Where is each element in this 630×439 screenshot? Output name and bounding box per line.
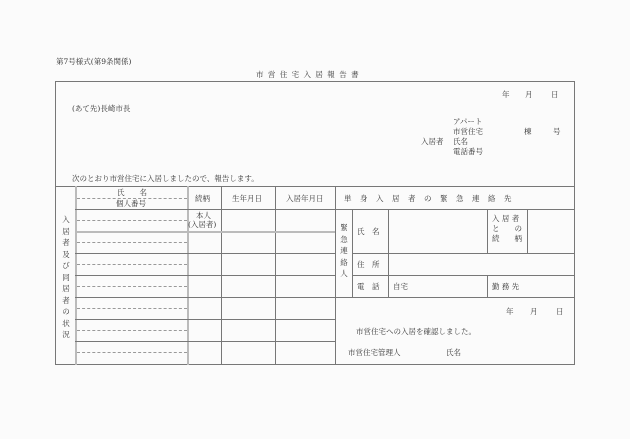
- relation-label-line2: と の: [492, 224, 522, 233]
- residents-side-label: 入 居 者 及 び 同 居 者 の 状 況: [62, 215, 70, 339]
- header-name: 氏 名: [117, 188, 147, 197]
- divider: [487, 275, 488, 297]
- divider: [75, 209, 335, 210]
- emergency-name-value[interactable]: [389, 210, 487, 253]
- name-id-divider: [77, 352, 187, 353]
- header-birthdate: 生年月日: [232, 194, 262, 203]
- divider: [352, 275, 575, 276]
- confirm-text: 市営住宅への入居を確認しました。: [356, 327, 476, 336]
- date-year: 年: [502, 90, 510, 99]
- form-frame: [55, 81, 575, 365]
- name-id-divider: [77, 286, 187, 287]
- resident-building: 棟: [524, 127, 532, 136]
- relation-self-resident: (入居者): [188, 220, 217, 229]
- resident-number: 号: [553, 127, 561, 136]
- emergency-home-label: 自宅: [393, 282, 408, 291]
- resident-name: 氏名: [453, 137, 468, 146]
- emergency-name-label: 氏 名: [357, 227, 380, 236]
- name-id-divider: [77, 220, 187, 221]
- resident-phone: 電話番号: [453, 147, 483, 156]
- header-relation: 続柄: [195, 194, 210, 203]
- confirm-year: 年: [506, 307, 514, 316]
- row-divider: [75, 297, 335, 298]
- statement: 次のとおり市営住宅に入居しましたので、報告します。: [72, 174, 259, 183]
- addressee: (あて先)長崎市長: [72, 104, 131, 113]
- name-id-divider: [77, 308, 187, 309]
- row-divider: [75, 275, 335, 276]
- row-divider: [75, 253, 335, 254]
- emergency-header: 単 身 入 居 者 の 緊 急 連 絡 先: [344, 194, 512, 203]
- emergency-side-label: 緊 急 連 絡 人: [340, 223, 348, 278]
- name-id-divider: [77, 264, 187, 265]
- divider: [335, 297, 575, 298]
- resident-housing: 市営住宅: [453, 127, 483, 136]
- header-movein-date: 入居年月日: [286, 194, 324, 203]
- relation-label-line1: 入 居 者: [492, 214, 520, 223]
- form-number: 第7号様式(第9条関係): [56, 57, 132, 66]
- relation-self: 本人: [196, 211, 211, 220]
- confirm-month: 月: [530, 307, 538, 316]
- resident-apartment: アパート: [453, 117, 483, 126]
- confirm-day: 日: [556, 307, 564, 316]
- manager-label: 市営住宅管理人: [348, 348, 401, 357]
- relation-label-line3: 続 柄: [492, 234, 522, 243]
- header-id-number: 個人番号: [116, 199, 146, 208]
- manager-name-label: 氏名: [446, 348, 461, 357]
- resident-label: 入居者: [421, 137, 444, 146]
- emergency-relation-value[interactable]: [528, 210, 574, 253]
- date-month: 月: [525, 90, 533, 99]
- emergency-address-value[interactable]: [389, 254, 574, 275]
- table-top-border: [55, 186, 575, 187]
- name-id-divider: [77, 330, 187, 331]
- name-id-divider: [77, 242, 187, 243]
- row-divider: [75, 319, 335, 320]
- row-divider: [75, 341, 335, 342]
- emergency-work-label: 勤 務 先: [492, 282, 520, 291]
- divider: [487, 209, 488, 253]
- row-divider: [75, 231, 335, 233]
- emergency-address-label: 住 所: [357, 260, 380, 269]
- form-title: 市 営 住 宅 入 居 報 告 書: [256, 70, 360, 79]
- emergency-phone-label: 電 話: [357, 282, 380, 291]
- date-day: 日: [551, 90, 559, 99]
